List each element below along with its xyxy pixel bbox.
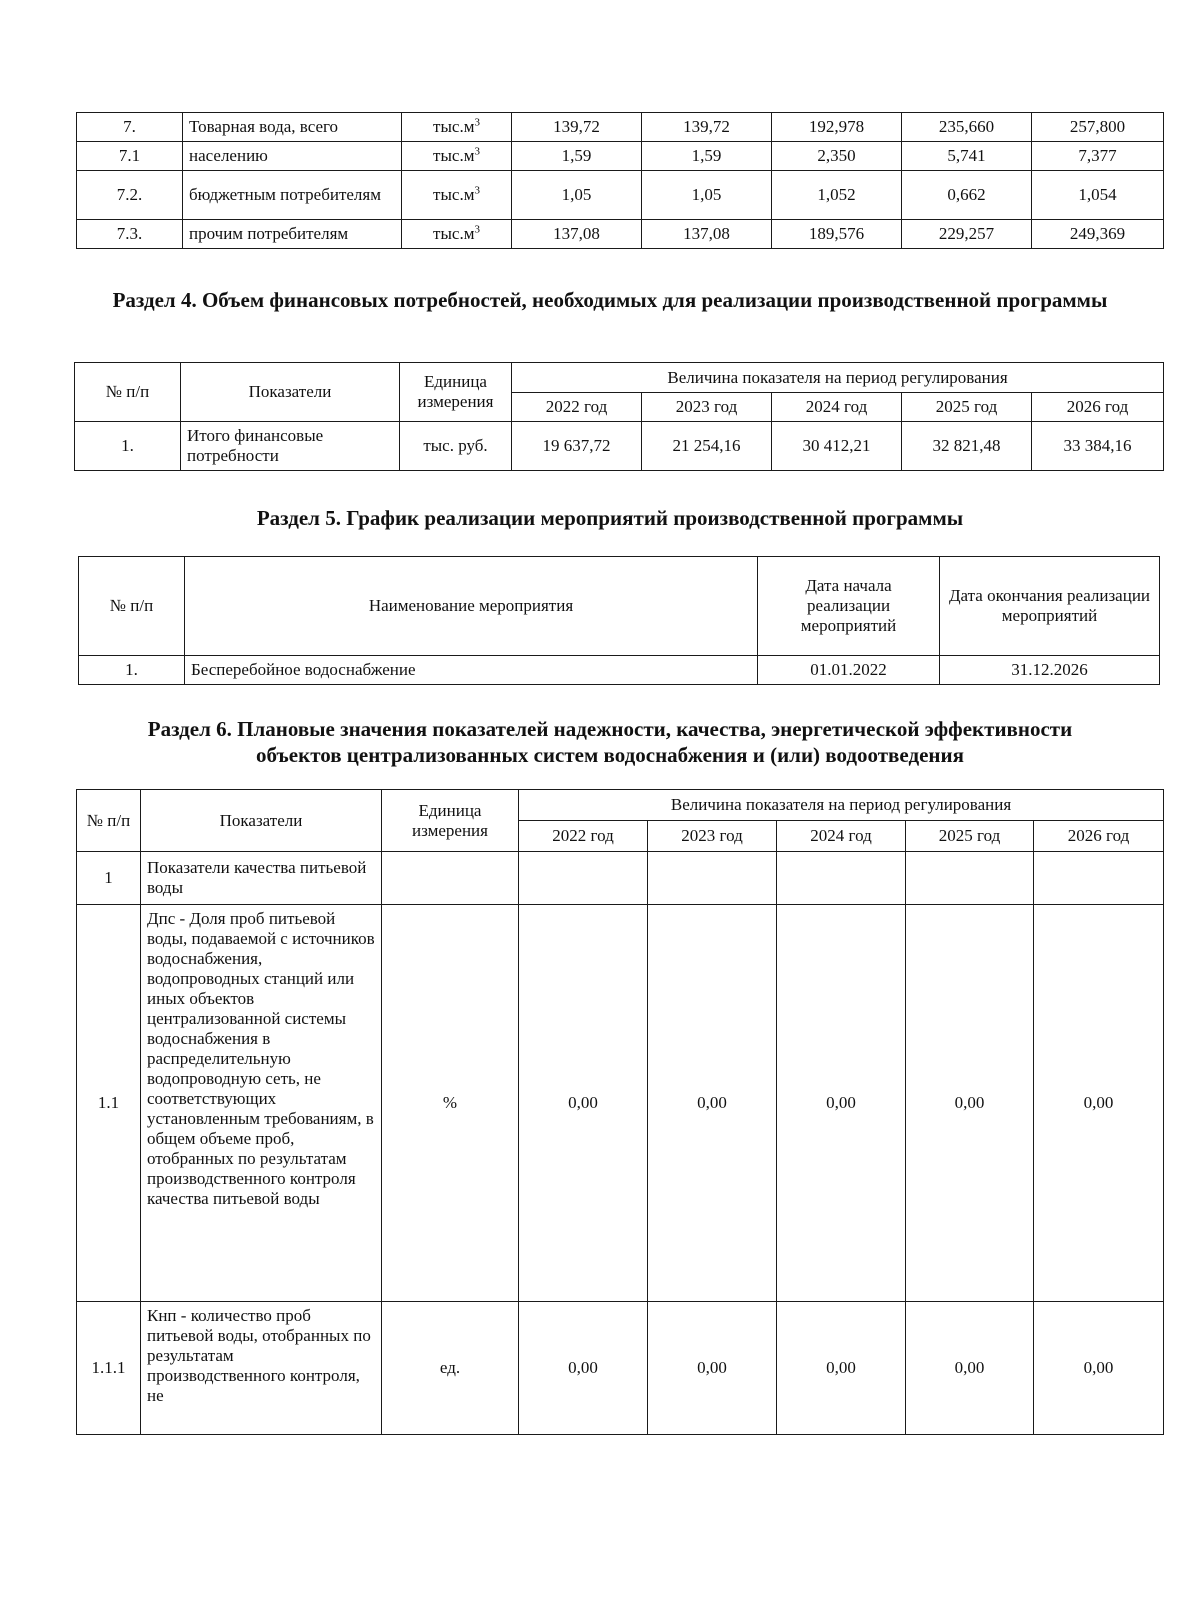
section-6-title <box>60 716 1160 768</box>
value-cell: 137,08 <box>642 220 772 249</box>
year-header: 2024 год <box>772 393 902 422</box>
table-row <box>77 113 1164 142</box>
col-name-header: Наименование мероприятия <box>185 557 758 656</box>
col-period-header: Величина показателя на период регулирования <box>512 363 1164 393</box>
year-header: 2026 год <box>1034 821 1164 852</box>
row-number: 1. <box>79 656 185 685</box>
value-cell: 192,978 <box>772 113 902 142</box>
value-cell: 21 254,16 <box>642 422 772 471</box>
value-cell: 0,00 <box>648 1302 777 1435</box>
row-name: Кнп - количество проб питьевой воды, отобранных по результатам производственного контроля, не <box>141 1302 382 1435</box>
value-cell: 30 412,21 <box>772 422 902 471</box>
value-cell <box>648 852 777 905</box>
col-number-header: № п/п <box>75 363 181 422</box>
row-number: 7.1 <box>77 142 183 171</box>
row-number: 7. <box>77 113 183 142</box>
row-name: Дпс - Доля проб питьевой воды, подаваемой с источников водоснабжения, водопроводных станций или иных объектов централизованной системы водоснабжения в распределительную водопроводную сеть, не соответствующих установленным требованиям, в общем объеме проб, отобранных по результатам производственного контроля качества питьевой воды <box>141 905 382 1302</box>
water-supply-table <box>76 112 1164 249</box>
table-row <box>77 142 1164 171</box>
value-cell: 0,662 <box>902 171 1032 220</box>
end-date: 31.12.2026 <box>940 656 1160 685</box>
row-number: 1.1.1 <box>77 1302 141 1435</box>
section-6-title-line-2: объектов централизованных систем водоснабжения и (или) водоотведения <box>256 743 964 767</box>
value-cell: 0,00 <box>1034 905 1164 1302</box>
value-cell: 189,576 <box>772 220 902 249</box>
value-cell: 1,054 <box>1032 171 1164 220</box>
value-cell <box>1034 852 1164 905</box>
col-end-header: Дата окончания реализации мероприятий <box>940 557 1160 656</box>
row-number: 1.1 <box>77 905 141 1302</box>
row-name: населению <box>183 142 402 171</box>
col-period-header: Величина показателя на период регулирования <box>519 790 1164 821</box>
col-indicator-header: Показатели <box>141 790 382 852</box>
value-cell: 1,052 <box>772 171 902 220</box>
row-unit <box>382 852 519 905</box>
value-cell: 1,05 <box>642 171 772 220</box>
row-name: Бесперебойное водоснабжение <box>185 656 758 685</box>
value-cell: 1,05 <box>512 171 642 220</box>
table-row <box>75 422 1164 471</box>
year-header: 2022 год <box>512 393 642 422</box>
row-number: 7.3. <box>77 220 183 249</box>
year-header: 2025 год <box>902 393 1032 422</box>
year-header: 2026 год <box>1032 393 1164 422</box>
row-unit: ед. <box>382 1302 519 1435</box>
value-cell: 229,257 <box>902 220 1032 249</box>
value-cell: 235,660 <box>902 113 1032 142</box>
finance-table <box>74 362 1164 471</box>
schedule-table <box>78 556 1160 685</box>
value-cell <box>777 852 906 905</box>
section-4-title: Раздел 4. Объем финансовых потребностей, необходимых для реализации производственной программы <box>112 288 1108 312</box>
value-cell: 33 384,16 <box>1032 422 1164 471</box>
row-unit: тыс. руб. <box>400 422 512 471</box>
value-cell: 0,00 <box>777 1302 906 1435</box>
row-number: 1. <box>75 422 181 471</box>
col-unit-header: Единица измерения <box>382 790 519 852</box>
row-unit: $тыс.м^3$ <box>402 113 512 142</box>
year-header: 2022 год <box>519 821 648 852</box>
value-cell: 0,00 <box>648 905 777 1302</box>
section-6-title-line-1: Раздел 6. Плановые значения показателей надежности, качества, энергетической эффективности <box>147 717 1073 741</box>
value-cell: 137,08 <box>512 220 642 249</box>
value-cell: 257,800 <box>1032 113 1164 142</box>
value-cell <box>906 852 1034 905</box>
year-header: 2024 год <box>777 821 906 852</box>
value-cell: 139,72 <box>512 113 642 142</box>
row-unit: % <box>382 905 519 1302</box>
row-name: Товарная вода, всего <box>183 113 402 142</box>
value-cell: 1,59 <box>512 142 642 171</box>
value-cell: 249,369 <box>1032 220 1164 249</box>
col-number-header: № п/п <box>79 557 185 656</box>
value-cell: 32 821,48 <box>902 422 1032 471</box>
indicators-table <box>76 789 1164 1435</box>
section-5-title: Раздел 5. График реализации мероприятий производственной программы <box>256 506 964 530</box>
year-header: 2023 год <box>642 393 772 422</box>
table-row <box>77 852 1164 905</box>
value-cell: 0,00 <box>1034 1302 1164 1435</box>
row-number: 1 <box>77 852 141 905</box>
value-cell: 0,00 <box>519 905 648 1302</box>
col-start-header: Дата начала реализации мероприятий <box>758 557 940 656</box>
value-cell: 2,350 <box>772 142 902 171</box>
row-unit: $тыс.м^3$ <box>402 142 512 171</box>
value-cell: 19 637,72 <box>512 422 642 471</box>
value-cell: 139,72 <box>642 113 772 142</box>
value-cell: 0,00 <box>777 905 906 1302</box>
row-name: прочим потребителям <box>183 220 402 249</box>
value-cell: 0,00 <box>519 1302 648 1435</box>
table-row <box>79 656 1160 685</box>
table-row <box>77 220 1164 249</box>
col-indicator-header: Показатели <box>181 363 400 422</box>
year-header: 2023 год <box>648 821 777 852</box>
start-date: 01.01.2022 <box>758 656 940 685</box>
col-unit-header: Единица измерения <box>400 363 512 422</box>
row-name: Итого финансовые потребности <box>181 422 400 471</box>
row-name: Показатели качества питьевой воды <box>141 852 382 905</box>
value-cell <box>519 852 648 905</box>
value-cell: 0,00 <box>906 905 1034 1302</box>
row-unit: $тыс.м^3$ <box>402 220 512 249</box>
row-number: 7.2. <box>77 171 183 220</box>
table-row <box>77 905 1164 1302</box>
row-name: бюджетным потребителям <box>183 171 402 220</box>
value-cell: 1,59 <box>642 142 772 171</box>
table-row <box>77 1302 1164 1435</box>
value-cell: 5,741 <box>902 142 1032 171</box>
value-cell: 7,377 <box>1032 142 1164 171</box>
table-row <box>77 171 1164 220</box>
year-header: 2025 год <box>906 821 1034 852</box>
col-number-header: № п/п <box>77 790 141 852</box>
value-cell: 0,00 <box>906 1302 1034 1435</box>
row-unit: $тыс.м^3$ <box>402 171 512 220</box>
